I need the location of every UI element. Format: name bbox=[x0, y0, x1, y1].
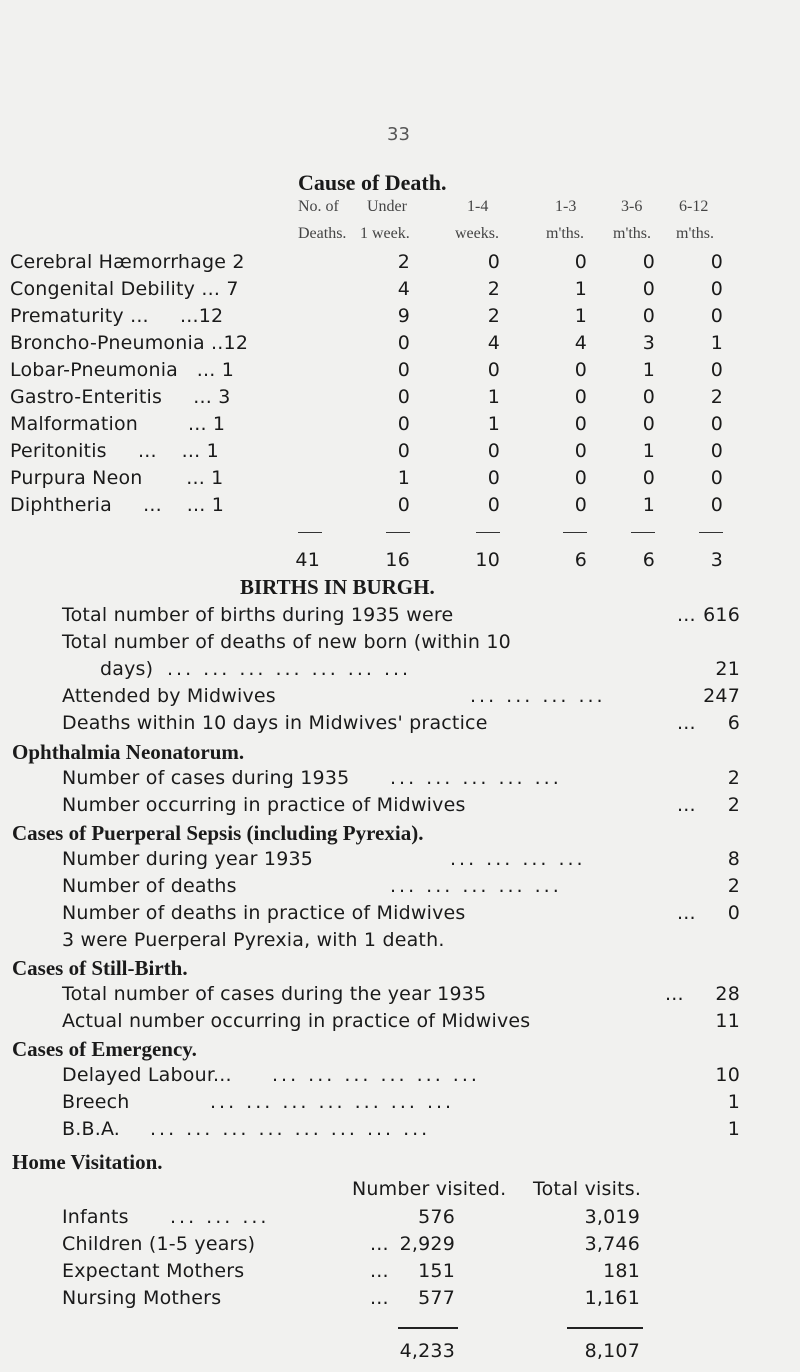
emergency-bba-value: 1 bbox=[727, 1118, 740, 1140]
cell-1-4-weeks: 0 bbox=[487, 440, 500, 462]
home-col-visits-header: Total visits. bbox=[533, 1178, 642, 1200]
leader-dots: ... bbox=[370, 1287, 389, 1309]
cell-1-3-months: 0 bbox=[574, 251, 587, 273]
home-row-visits: 1,161 bbox=[584, 1287, 640, 1309]
cell-3-6-months: 0 bbox=[642, 305, 655, 327]
emergency-delayed-value: 10 bbox=[715, 1064, 740, 1086]
home-col-visited-header: Number visited. bbox=[352, 1178, 507, 1200]
header-deaths-2: Deaths. bbox=[298, 225, 347, 242]
header-1-4-1: 1-4 bbox=[467, 198, 489, 215]
sepsis-note: 3 were Puerperal Pyrexia, with 1 death. bbox=[62, 929, 445, 951]
cell-1-4-weeks: 2 bbox=[487, 278, 500, 300]
cell-1-3-months: 0 bbox=[574, 440, 587, 462]
stillbirth-total-label: Total number of cases during the year 1935 bbox=[62, 983, 487, 1005]
leader-dots: ... bbox=[370, 1233, 389, 1255]
home-row-visited: 576 bbox=[418, 1206, 455, 1228]
total-3-6-months: 6 bbox=[642, 549, 655, 571]
cell-under-1-week: 4 bbox=[397, 278, 410, 300]
header-3-6-2: m'ths. bbox=[613, 225, 651, 242]
leader-dots: ... bbox=[677, 604, 696, 626]
cell-under-1-week: 2 bbox=[397, 251, 410, 273]
leader-dots: ... ... ... ... ... ... ... bbox=[167, 658, 412, 680]
cell-6-12-months: 0 bbox=[710, 413, 723, 435]
leader-dots: ... ... ... ... ... ... ... bbox=[210, 1091, 455, 1113]
divider bbox=[567, 1327, 643, 1329]
leader-dots: ... bbox=[677, 712, 696, 734]
header-3-6-1: 3-6 bbox=[621, 198, 643, 215]
cell-1-3-months: 0 bbox=[574, 494, 587, 516]
home-total-visits: 8,107 bbox=[584, 1340, 640, 1362]
home-title: Home Visitation. bbox=[12, 1150, 163, 1174]
divider bbox=[563, 532, 587, 533]
ophthalmia-midwives-value: 2 bbox=[727, 794, 740, 816]
home-row-visited: 577 bbox=[418, 1287, 455, 1309]
header-under-1: Under bbox=[367, 198, 407, 215]
cause-label: Prematurity ... ...12 bbox=[10, 305, 224, 327]
cell-6-12-months: 0 bbox=[710, 359, 723, 381]
cause-label: Cerebral Hæmorrhage 2 bbox=[10, 251, 245, 273]
births-midwives-value: 247 bbox=[703, 685, 740, 707]
sepsis-year-value: 8 bbox=[727, 848, 740, 870]
births-deaths-value: 21 bbox=[715, 658, 740, 680]
ophthalmia-title: Ophthalmia Neonatorum. bbox=[12, 740, 245, 764]
cell-1-4-weeks: 2 bbox=[487, 305, 500, 327]
divider bbox=[699, 532, 723, 533]
cell-under-1-week: 0 bbox=[397, 332, 410, 354]
cause-label: Lobar-Pneumonia ... 1 bbox=[10, 359, 234, 381]
cell-1-3-months: 1 bbox=[574, 278, 587, 300]
cell-under-1-week: 0 bbox=[397, 413, 410, 435]
cause-label: Congenital Debility ... 7 bbox=[10, 278, 239, 300]
header-1-4-2: weeks. bbox=[455, 225, 499, 242]
home-total-visited: 4,233 bbox=[399, 1340, 455, 1362]
cause-label: Purpura Neon ... 1 bbox=[10, 467, 224, 489]
divider bbox=[476, 532, 500, 533]
stillbirth-title: Cases of Still-Birth. bbox=[12, 956, 188, 980]
stillbirth-total-value: 28 bbox=[715, 983, 740, 1005]
divider bbox=[298, 532, 322, 533]
cell-1-4-weeks: 1 bbox=[487, 413, 500, 435]
ophthalmia-midwives-label: Number occurring in practice of Midwives bbox=[62, 794, 466, 816]
births-deaths-midwives-label: Deaths within 10 days in Midwives' practice bbox=[62, 712, 488, 734]
cell-6-12-months: 2 bbox=[710, 386, 723, 408]
births-deaths-midwives-value: 6 bbox=[727, 712, 740, 734]
cell-6-12-months: 1 bbox=[710, 332, 723, 354]
cell-3-6-months: 0 bbox=[642, 278, 655, 300]
cell-3-6-months: 0 bbox=[642, 386, 655, 408]
home-row-label: Children (1-5 years) bbox=[62, 1233, 256, 1255]
leader-dots: ... bbox=[677, 794, 696, 816]
cell-1-4-weeks: 1 bbox=[487, 386, 500, 408]
home-row-visited: 2,929 bbox=[399, 1233, 455, 1255]
cell-under-1-week: 0 bbox=[397, 386, 410, 408]
sepsis-midwives-label: Number of deaths in practice of Midwives bbox=[62, 902, 466, 924]
emergency-bba-label: B.B.A. bbox=[62, 1118, 121, 1140]
births-midwives-label: Attended by Midwives bbox=[62, 685, 276, 707]
stillbirth-midwives-label: Actual number occurring in practice of Midwives bbox=[62, 1010, 531, 1032]
header-6-12-2: m'ths. bbox=[676, 225, 714, 242]
cause-label: Diphtheria ... ... 1 bbox=[10, 494, 225, 516]
leader-dots: ... ... ... bbox=[170, 1206, 270, 1228]
cell-6-12-months: 0 bbox=[710, 305, 723, 327]
cell-1-3-months: 0 bbox=[574, 386, 587, 408]
sepsis-deaths-value: 2 bbox=[727, 875, 740, 897]
home-row-label: Expectant Mothers bbox=[62, 1260, 245, 1282]
cell-3-6-months: 3 bbox=[642, 332, 655, 354]
cause-label: Broncho-Pneumonia ..12 bbox=[10, 332, 249, 354]
divider bbox=[631, 532, 655, 533]
cell-1-4-weeks: 0 bbox=[487, 467, 500, 489]
leader-dots: ... bbox=[665, 983, 684, 1005]
cause-label: Malformation ... 1 bbox=[10, 413, 226, 435]
leader-dots: ... ... ... ... ... ... ... ... bbox=[150, 1118, 431, 1140]
cell-3-6-months: 1 bbox=[642, 494, 655, 516]
births-total-label: Total number of births during 1935 were bbox=[62, 604, 454, 626]
ophthalmia-cases-value: 2 bbox=[727, 767, 740, 789]
leader-dots: ... bbox=[677, 902, 696, 924]
header-deaths-1: No. of bbox=[298, 198, 339, 215]
cell-under-1-week: 9 bbox=[397, 305, 410, 327]
births-deaths-label-b: days) bbox=[100, 658, 154, 680]
emergency-breech-label: Breech bbox=[62, 1091, 130, 1113]
total-deaths: 41 bbox=[295, 549, 320, 571]
cell-1-4-weeks: 0 bbox=[487, 494, 500, 516]
cell-3-6-months: 0 bbox=[642, 251, 655, 273]
sepsis-title: Cases of Puerperal Sepsis (including Pyrexia). bbox=[12, 821, 424, 845]
home-row-visits: 3,746 bbox=[584, 1233, 640, 1255]
leader-dots: ... ... ... ... ... ... bbox=[272, 1064, 480, 1086]
divider bbox=[398, 1327, 458, 1329]
home-row-label: Infants bbox=[62, 1206, 129, 1228]
cell-1-3-months: 0 bbox=[574, 359, 587, 381]
sepsis-year-label: Number during year 1935 bbox=[62, 848, 314, 870]
cell-6-12-months: 0 bbox=[710, 251, 723, 273]
leader-dots: ... ... ... ... bbox=[450, 848, 586, 870]
births-total-value: 616 bbox=[703, 604, 740, 626]
cause-table-title: Cause of Death. bbox=[298, 170, 447, 195]
cell-1-3-months: 0 bbox=[574, 467, 587, 489]
sepsis-midwives-value: 0 bbox=[727, 902, 740, 924]
cell-1-3-months: 1 bbox=[574, 305, 587, 327]
cell-3-6-months: 1 bbox=[642, 440, 655, 462]
home-row-visits: 181 bbox=[603, 1260, 640, 1282]
cell-6-12-months: 0 bbox=[710, 278, 723, 300]
emergency-delayed-label: Delayed Labour bbox=[62, 1064, 215, 1086]
emergency-breech-value: 1 bbox=[727, 1091, 740, 1113]
cell-3-6-months: 1 bbox=[642, 359, 655, 381]
cell-1-4-weeks: 4 bbox=[487, 332, 500, 354]
home-row-visited: 151 bbox=[418, 1260, 455, 1282]
cause-label: Gastro-Enteritis ... 3 bbox=[10, 386, 231, 408]
header-under-2: 1 week. bbox=[360, 225, 410, 242]
cell-under-1-week: 0 bbox=[397, 359, 410, 381]
cell-under-1-week: 0 bbox=[397, 494, 410, 516]
stillbirth-midwives-value: 11 bbox=[715, 1010, 740, 1032]
cause-label: Peritonitis ... ... 1 bbox=[10, 440, 219, 462]
emergency-title: Cases of Emergency. bbox=[12, 1037, 197, 1061]
leader-dots: ... bbox=[370, 1260, 389, 1282]
births-deaths-label-a: Total number of deaths of new born (within 10 bbox=[62, 631, 511, 653]
cell-6-12-months: 0 bbox=[710, 494, 723, 516]
cell-6-12-months: 0 bbox=[710, 467, 723, 489]
total-6-12-months: 3 bbox=[710, 549, 723, 571]
total-under-1-week: 16 bbox=[385, 549, 410, 571]
home-row-label: Nursing Mothers bbox=[62, 1287, 222, 1309]
leader-dots: ... ... ... ... bbox=[470, 685, 606, 707]
header-1-3-2: m'ths. bbox=[546, 225, 584, 242]
cell-1-4-weeks: 0 bbox=[487, 359, 500, 381]
header-6-12-1: 6-12 bbox=[679, 198, 709, 215]
leader-dots: ... bbox=[213, 1064, 232, 1086]
cell-3-6-months: 0 bbox=[642, 467, 655, 489]
sepsis-deaths-label: Number of deaths bbox=[62, 875, 237, 897]
leader-dots: ... ... ... ... ... bbox=[390, 875, 562, 897]
total-1-4-weeks: 10 bbox=[475, 549, 500, 571]
header-1-3-1: 1-3 bbox=[555, 198, 577, 215]
cell-under-1-week: 0 bbox=[397, 440, 410, 462]
page-number: 33 bbox=[387, 124, 410, 145]
leader-dots: ... ... ... ... ... bbox=[390, 767, 562, 789]
cell-under-1-week: 1 bbox=[397, 467, 410, 489]
divider bbox=[386, 532, 410, 533]
cell-1-3-months: 4 bbox=[574, 332, 587, 354]
home-row-visits: 3,019 bbox=[584, 1206, 640, 1228]
ophthalmia-cases-label: Number of cases during 1935 bbox=[62, 767, 350, 789]
cell-1-3-months: 0 bbox=[574, 413, 587, 435]
cell-1-4-weeks: 0 bbox=[487, 251, 500, 273]
total-1-3-months: 6 bbox=[574, 549, 587, 571]
births-title: BIRTHS IN BURGH. bbox=[240, 575, 435, 599]
cell-6-12-months: 0 bbox=[710, 440, 723, 462]
cell-3-6-months: 0 bbox=[642, 413, 655, 435]
